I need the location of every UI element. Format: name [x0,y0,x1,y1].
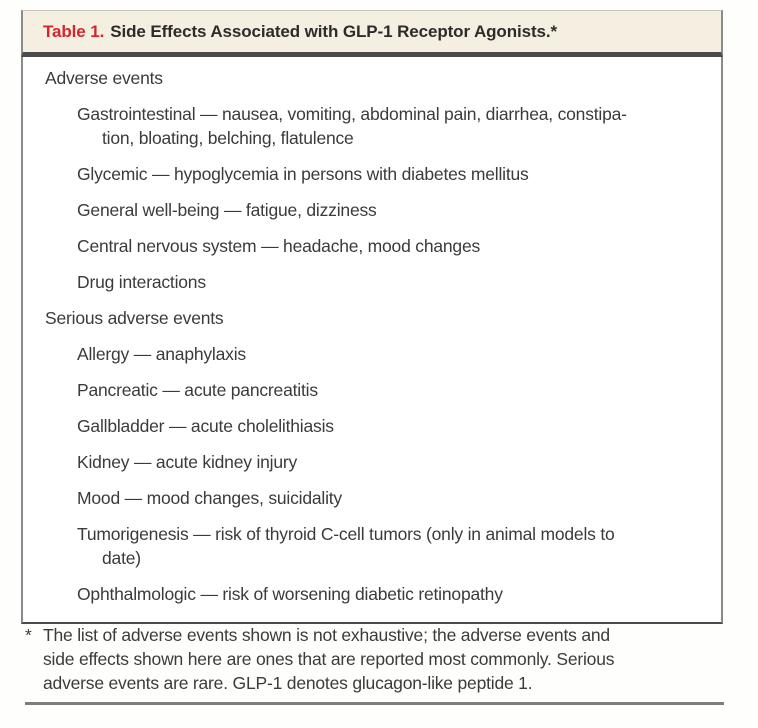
footnote-line: The list of adverse events shown is not exhaustive; the adverse events and [43,625,610,645]
table-row-gallbladder [45,414,709,438]
row-line: Kidney — acute kidney injury [77,452,298,472]
row-line: Glycemic — hypoglycemia in persons with diabetes mellitus [77,164,529,184]
row-line: Adverse events [45,68,163,88]
table-number-label: Table 1. [43,22,105,41]
table-row-mood [45,486,709,510]
table-row-allergy [45,342,709,366]
table-row-tumorigenesis [45,522,709,570]
footnote-text [43,623,614,695]
footnote-line: side effects shown here are ones that are reported most commonly. Serious [43,649,615,669]
table-header [21,10,723,57]
table-row-pancreatic [45,378,709,402]
row-line-continuation: date) [102,548,141,568]
row-line: Tumorigenesis — risk of thyroid C-cell tumors (only in animal models to [77,524,615,544]
table-1-card [21,10,723,624]
table-row-glycemic [45,162,709,186]
row-line: Drug interactions [77,272,206,292]
table-row-adverse-events [45,66,709,90]
bottom-divider-rule [25,702,724,705]
table-row-ophthalmologic [45,582,709,606]
row-line: Allergy — anaphylaxis [77,344,246,364]
row-line: Serious adverse events [45,308,224,328]
table-row-gastrointestinal [45,102,709,150]
row-line: Mood — mood changes, suicidality [77,488,342,508]
row-line-continuation: tion, bloating, belching, flatulence [102,128,354,148]
footnote-line: adverse events are rare. GLP-1 denotes glucagon-like peptide 1. [43,673,533,693]
table-footnote [25,623,737,695]
table-title: Side Effects Associated with GLP-1 Receptor Agonists.* [110,22,558,41]
table-row-serious-adverse-events [45,306,709,330]
row-line: Gallbladder — acute cholelithiasis [77,416,334,436]
table-row-drug-interactions [45,270,709,294]
table-row-central-nervous-system [45,234,709,258]
row-line: General well-being — fatigue, dizziness [77,200,377,220]
row-line: Central nervous system — headache, mood changes [77,236,481,256]
row-line: Ophthalmologic — risk of worsening diabetic retinopathy [77,584,503,604]
table-body [21,57,723,624]
row-line: Gastrointestinal — nausea, vomiting, abdominal pain, diarrhea, constipa- [77,104,627,124]
footnote-asterisk: * [25,625,32,645]
table-row-general-well-being [45,198,709,222]
row-line: Pancreatic — acute pancreatitis [77,380,318,400]
table-row-kidney [45,450,709,474]
